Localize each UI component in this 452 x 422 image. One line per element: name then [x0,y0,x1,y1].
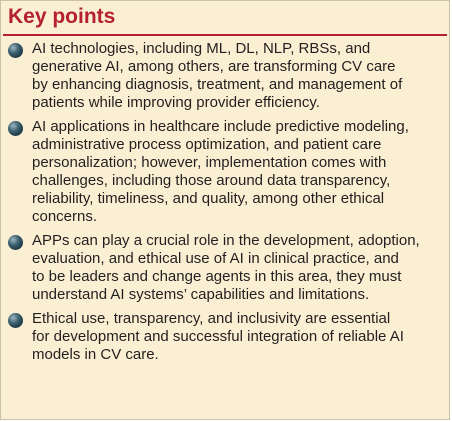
text-line: generative AI, among others, are transforming CV care [32,58,396,75]
text-line: evaluation, and ethical use of AI in clinical practice, and [32,250,399,267]
text-line: AI applications in healthcare include predictive modeling, [32,118,409,135]
text-line: by enhancing diagnosis, treatment, and management of [32,76,403,93]
key-point-text [32,118,452,226]
text-line: administrative process optimization, and patient care [32,136,382,153]
text-line: to be leaders and change agents in this area, they must [32,268,402,285]
title-divider [3,34,447,36]
key-point-2 [1,118,452,226]
text-line: for development and successful integration of reliable AI [32,328,404,345]
key-point-3 [1,232,452,304]
text-line: reliability, timeliness, and quality, among other ethical [32,190,385,207]
text-line: AI technologies, including ML, DL, NLP, RBSs, and [32,40,371,57]
key-point-text [32,40,452,112]
text-line: patients while improving provider efficiency. [32,94,320,111]
text-line: Ethical use, transparency, and inclusivity are essential [32,310,391,327]
bullet-icon [8,313,23,328]
key-point-text [32,232,452,304]
bullet-icon [8,121,23,136]
key-point-1 [1,40,452,112]
text-line: concerns. [32,208,98,225]
key-point-4 [1,310,452,364]
text-line: challenges, including those around data transparency, [32,172,391,189]
text-line: understand AI systems’ capabilities and limitations. [32,286,370,303]
bullet-icon [8,43,23,58]
box-title: Key points [8,5,116,28]
key-points-list [1,40,452,370]
text-line: personalization; however, implementation comes with [32,154,387,171]
text-line: models in CV care. [32,346,159,363]
bullet-icon [8,235,23,250]
text-line: APPs can play a crucial role in the development, adoption, [32,232,420,249]
key-point-text [32,310,452,364]
